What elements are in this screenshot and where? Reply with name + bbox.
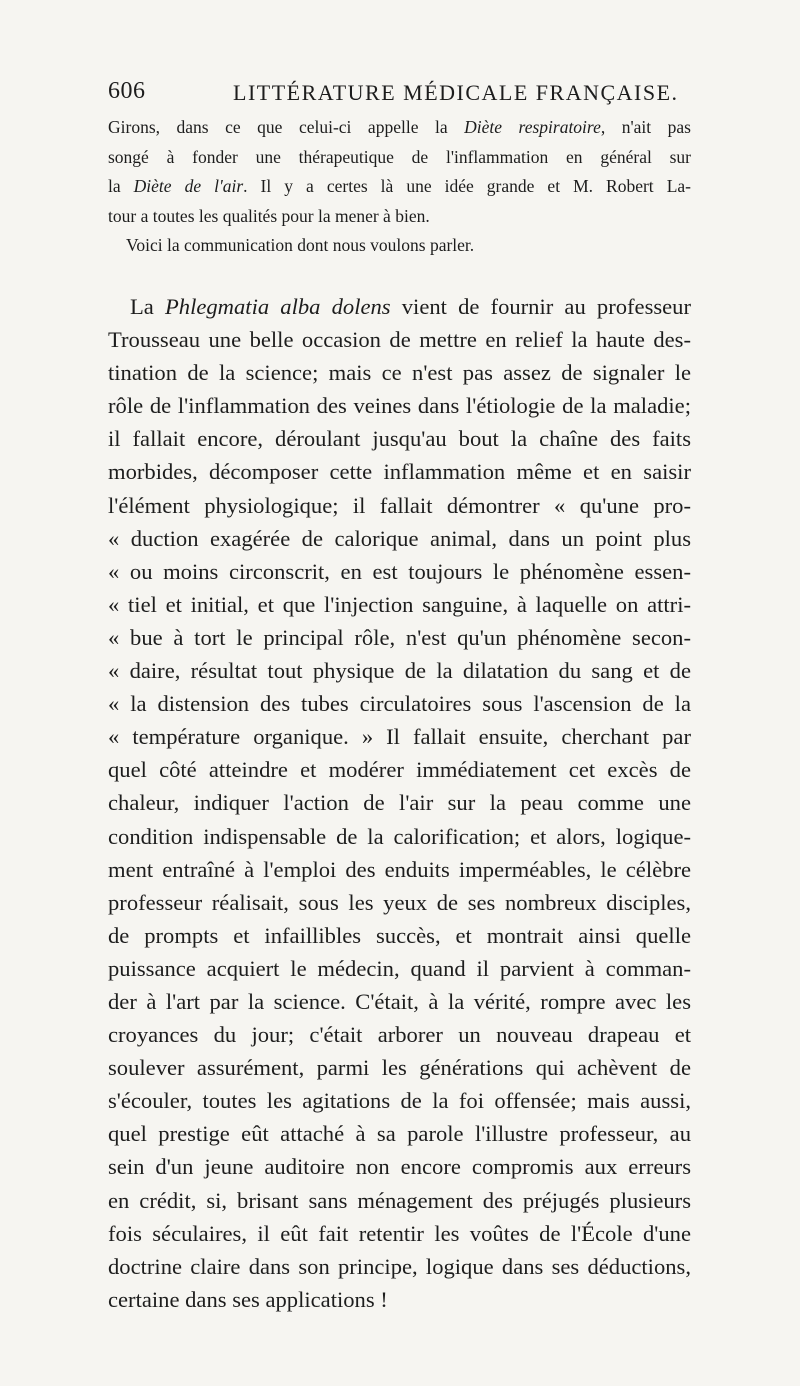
text-line: l'élément physiologique; il fallait démontrer « qu'une pro- [108, 492, 691, 518]
text-line: « duction exagérée de calorique animal, dans un point plus [108, 525, 691, 551]
text-line: « daire, résultat tout physique de la dilatation du sang et de [108, 658, 691, 684]
italic-term: Diète respiratoire [464, 117, 601, 137]
text-line: tour a toutes les qualités pour la mener à bien. [108, 205, 430, 226]
text-line: condition indispensable de la calorification; et alors, logique- [108, 823, 691, 849]
text-line: der à l'art par la science. C'était, à la vérité, rompre avec les [108, 988, 691, 1014]
text-line: rôle de l'inflammation des veines dans l'étiologie de la maladie; [108, 393, 691, 419]
text-line: tination de la science; mais ce n'est pas assez de signaler le [108, 360, 691, 386]
text-line: soulever assurément, parmi les générations qui achèvent de [108, 1055, 691, 1081]
text-line: il fallait encore, déroulant jusqu'au bout la chaîne des faits [108, 426, 691, 452]
running-title: LITTÉRATURE MÉDICALE FRANÇAISE. [233, 80, 679, 105]
text-line: puissance acquiert le médecin, quand il parvient à comman- [108, 955, 691, 981]
text-line: en crédit, si, brisant sans ménagement des préjugés plusieurs [108, 1187, 691, 1213]
text-line: professeur réalisait, sous les yeux de ses nombreux disciples, [108, 889, 691, 915]
text-line: Girons, dans ce que celui-ci appelle la Diète respiratoire, n'ait pas [108, 117, 691, 137]
text-line: Trousseau une belle occasion de mettre en relief la haute des- [108, 327, 691, 353]
text-line: « tiel et initial, et que l'injection sanguine, à laquelle on attri- [108, 591, 691, 617]
text-line: ment entraîné à l'emploi des enduits imperméables, le célèbre [108, 856, 691, 882]
text-line: Voici la communication dont nous voulons parler. [126, 235, 475, 256]
page-number: 606 [108, 78, 146, 104]
text-line: « ou moins circonscrit, en est toujours le phénomène essen- [108, 558, 691, 584]
text-line: songé à fonder une thérapeutique de l'inflammation en général sur [108, 146, 691, 167]
text-line: La Phlegmatia alba dolens vient de fournir au professeur [130, 294, 692, 319]
italic-term: Diète de l'air [133, 176, 244, 197]
text-line: la Diète de l'air. Il y a certes là une idée grande et M. Robert La- [108, 176, 691, 197]
text-line: quel prestige eût attaché à sa parole l'illustre professeur, au [108, 1121, 691, 1147]
text-line: certaine dans ses applications ! [108, 1286, 388, 1312]
text-line: de prompts et infaillibles succès, et montrait ainsi quelle [108, 922, 691, 948]
text-line: sein d'un jeune auditoire non encore compromis aux erreurs [108, 1154, 691, 1180]
text-line: chaleur, indiquer l'action de l'air sur la peau comme une [108, 790, 691, 816]
text-line: morbides, décomposer cette inflammation même et en saisir [108, 459, 691, 485]
text-line: « température organique. » Il fallait ensuite, cherchant par [108, 724, 691, 750]
text-line: fois séculaires, il eût fait retentir les voûtes de l'École d'une [108, 1220, 691, 1246]
main-paragraph [108, 290, 691, 1316]
text-line: doctrine claire dans son principe, logique dans ses déductions, [108, 1253, 691, 1279]
text-line: croyances du jour; c'était arborer un nouveau drapeau et [108, 1022, 691, 1048]
text-line: s'écouler, toutes les agitations de la foi offensée; mais aussi, [108, 1088, 691, 1114]
intro-paragraph [108, 113, 691, 261]
text-line: quel côté atteindre et modérer immédiatement cet excès de [108, 757, 691, 783]
text-line: « la distension des tubes circulatoires sous l'ascension de la [108, 691, 691, 717]
text-line: « bue à tort le principal rôle, n'est qu'un phénomène secon- [108, 624, 691, 650]
italic-term: Phlegmatia alba dolens [164, 294, 391, 319]
